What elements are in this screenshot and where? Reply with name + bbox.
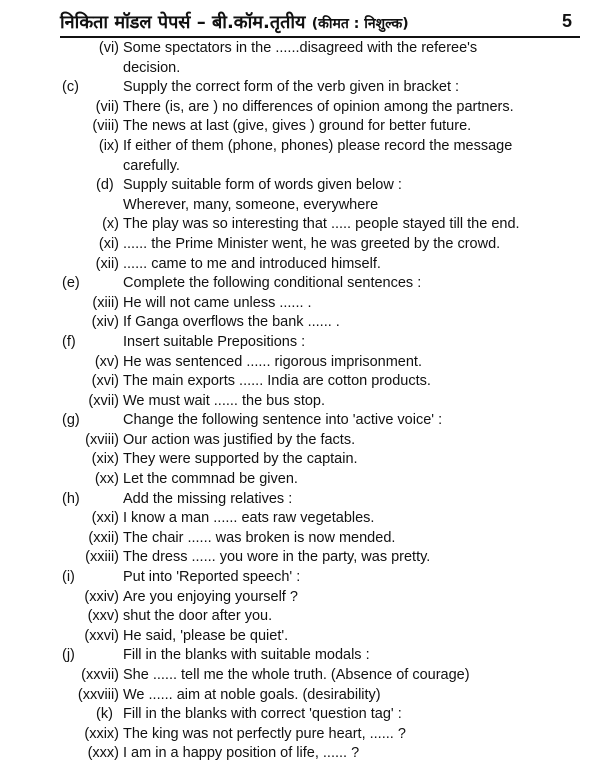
section-instruction: Supply suitable form of words given below : — [123, 177, 402, 194]
continuation-text: Wherever, many, someone, everywhere — [123, 196, 379, 213]
question-number: (xvi) — [91, 373, 119, 390]
section-label: (d) — [96, 177, 114, 194]
question-text: They were supported by the captain. — [123, 451, 358, 468]
section-instruction: Add the missing relatives : — [123, 490, 293, 507]
section-heading — [0, 274, 615, 294]
section-label: (j) — [62, 647, 75, 664]
question-text: She ...... tell me the whole truth. (Absence of courage) — [123, 667, 470, 683]
question-item — [0, 627, 615, 647]
question-text: The dress ...... you wore in the party, was pretty. — [123, 549, 431, 566]
question-item — [0, 744, 615, 764]
question-number: (xv) — [94, 353, 119, 370]
continuation-text: carefully. — [123, 157, 180, 174]
question-text: The main exports ...... India are cotton products. — [123, 373, 431, 390]
section-heading — [0, 490, 615, 510]
question-text: He will not came unless ...... . — [123, 294, 312, 311]
question-item — [0, 666, 615, 686]
question-item — [0, 215, 615, 235]
question-text: ...... came to me and introduced himself. — [123, 255, 381, 272]
question-number: (xxviii) — [77, 686, 119, 703]
question-item — [0, 372, 615, 392]
question-number: (viii) — [92, 118, 119, 135]
question-item — [0, 353, 615, 373]
section-instruction: Supply the correct form of the verb given in bracket : — [123, 79, 460, 96]
section-heading — [0, 176, 615, 196]
question-number: (ix) — [98, 137, 119, 154]
question-text: Our action was justified by the facts. — [123, 431, 356, 448]
question-item — [0, 529, 615, 549]
question-text: The play was so interesting that ..... people stayed till the end. — [123, 216, 520, 233]
question-text: I am in a happy position of life, ...... ? — [123, 745, 360, 762]
question-item — [0, 392, 615, 412]
question-text: shut the door after you. — [123, 608, 273, 625]
question-text: Let the commnad be given. — [123, 471, 298, 488]
question-number: (xi) — [98, 235, 119, 252]
header-title-price: (कीमत : निशुल्क) — [311, 16, 409, 32]
question-number: (xxiii) — [85, 549, 119, 566]
question-item — [0, 98, 615, 118]
question-text: He was sentenced ...... rigorous imprisonment. — [123, 353, 422, 370]
section-heading — [0, 78, 615, 98]
section-instruction: Insert suitable Prepositions : — [123, 333, 306, 350]
question-text: The chair ...... was broken is now mended. — [123, 529, 396, 546]
section-label: (c) — [62, 79, 79, 96]
question-number: (xxv) — [87, 608, 119, 625]
section-label: (f) — [62, 333, 76, 350]
section-label: (h) — [62, 490, 80, 507]
question-number: (xii) — [95, 255, 119, 272]
section-label: (k) — [96, 706, 113, 723]
section-label: (g) — [62, 412, 80, 429]
section-heading — [0, 705, 615, 725]
question-number: (xxi) — [91, 510, 119, 527]
question-item — [0, 725, 615, 745]
continuation-line — [0, 196, 615, 216]
question-item — [0, 470, 615, 490]
question-item — [0, 509, 615, 529]
question-text: The news at last (give, gives ) ground for better future. — [123, 118, 472, 135]
section-heading — [0, 333, 615, 353]
question-item — [0, 588, 615, 608]
question-number: (x) — [102, 216, 119, 233]
question-text: I know a man ...... eats raw vegetables. — [123, 510, 375, 527]
question-item — [0, 137, 615, 157]
question-item — [0, 235, 615, 255]
question-text: There (is, are ) no differences of opinion among the partners. — [123, 98, 514, 115]
question-number: (xxvii) — [81, 667, 119, 683]
section-heading — [0, 646, 615, 666]
question-item — [0, 607, 615, 627]
question-number: (xvii) — [88, 392, 119, 409]
question-text: We ...... aim at noble goals. (desirability) — [123, 686, 381, 703]
question-number: (xx) — [94, 471, 119, 488]
question-item — [0, 39, 615, 59]
question-number: (xiv) — [91, 314, 119, 331]
page-number: 5 — [561, 11, 572, 31]
question-number: (xxvi) — [84, 627, 119, 644]
question-number: (xxix) — [84, 725, 119, 742]
question-number: (vi) — [98, 40, 119, 56]
section-heading — [0, 411, 615, 431]
question-text: The king was not perfectly pure heart, ...... ? — [123, 725, 406, 742]
section-heading — [0, 568, 615, 588]
section-instruction: Change the following sentence into 'active voice' : — [123, 412, 443, 429]
question-item — [0, 548, 615, 568]
page-header — [60, 6, 580, 38]
section-label: (e) — [62, 275, 80, 292]
question-item — [0, 431, 615, 451]
question-number: (xiii) — [92, 294, 119, 311]
continuation-text: decision. — [123, 59, 181, 76]
question-text: Some spectators in the ......disagreed with the referee's — [123, 40, 478, 56]
question-item — [0, 686, 615, 706]
question-text: If either of them (phone, phones) please record the message — [123, 137, 513, 154]
section-instruction: Fill in the blanks with suitable modals : — [123, 647, 370, 664]
question-item — [0, 450, 615, 470]
question-text: ...... the Prime Minister went, he was greeted by the crowd. — [123, 235, 501, 252]
question-number: (xxx) — [87, 745, 119, 762]
question-number: (xxii) — [88, 529, 119, 546]
continuation-line — [0, 59, 615, 79]
question-number: (xviii) — [85, 431, 119, 448]
question-item — [0, 117, 615, 137]
section-label: (i) — [62, 569, 75, 586]
question-number: (vii) — [95, 98, 119, 115]
section-instruction: Fill in the blanks with correct 'question tag' : — [123, 706, 402, 723]
question-item — [0, 255, 615, 275]
question-text: Are you enjoying yourself ? — [123, 588, 298, 605]
question-number: (xix) — [91, 451, 119, 468]
question-item — [0, 294, 615, 314]
header-title-main: निकिता मॉडल पेपर्स – बी.कॉम.तृतीय — [60, 12, 306, 33]
question-text: He said, 'please be quiet'. — [123, 627, 289, 644]
continuation-line — [0, 157, 615, 177]
question-list — [0, 39, 615, 764]
question-number: (xxiv) — [84, 588, 119, 605]
section-instruction: Complete the following conditional sentences : — [123, 275, 422, 292]
section-instruction: Put into 'Reported speech' : — [123, 569, 301, 586]
question-text: We must wait ...... the bus stop. — [123, 392, 326, 409]
header-title — [60, 10, 409, 34]
question-text: If Ganga overflows the bank ...... . — [123, 314, 340, 331]
question-item — [0, 313, 615, 333]
